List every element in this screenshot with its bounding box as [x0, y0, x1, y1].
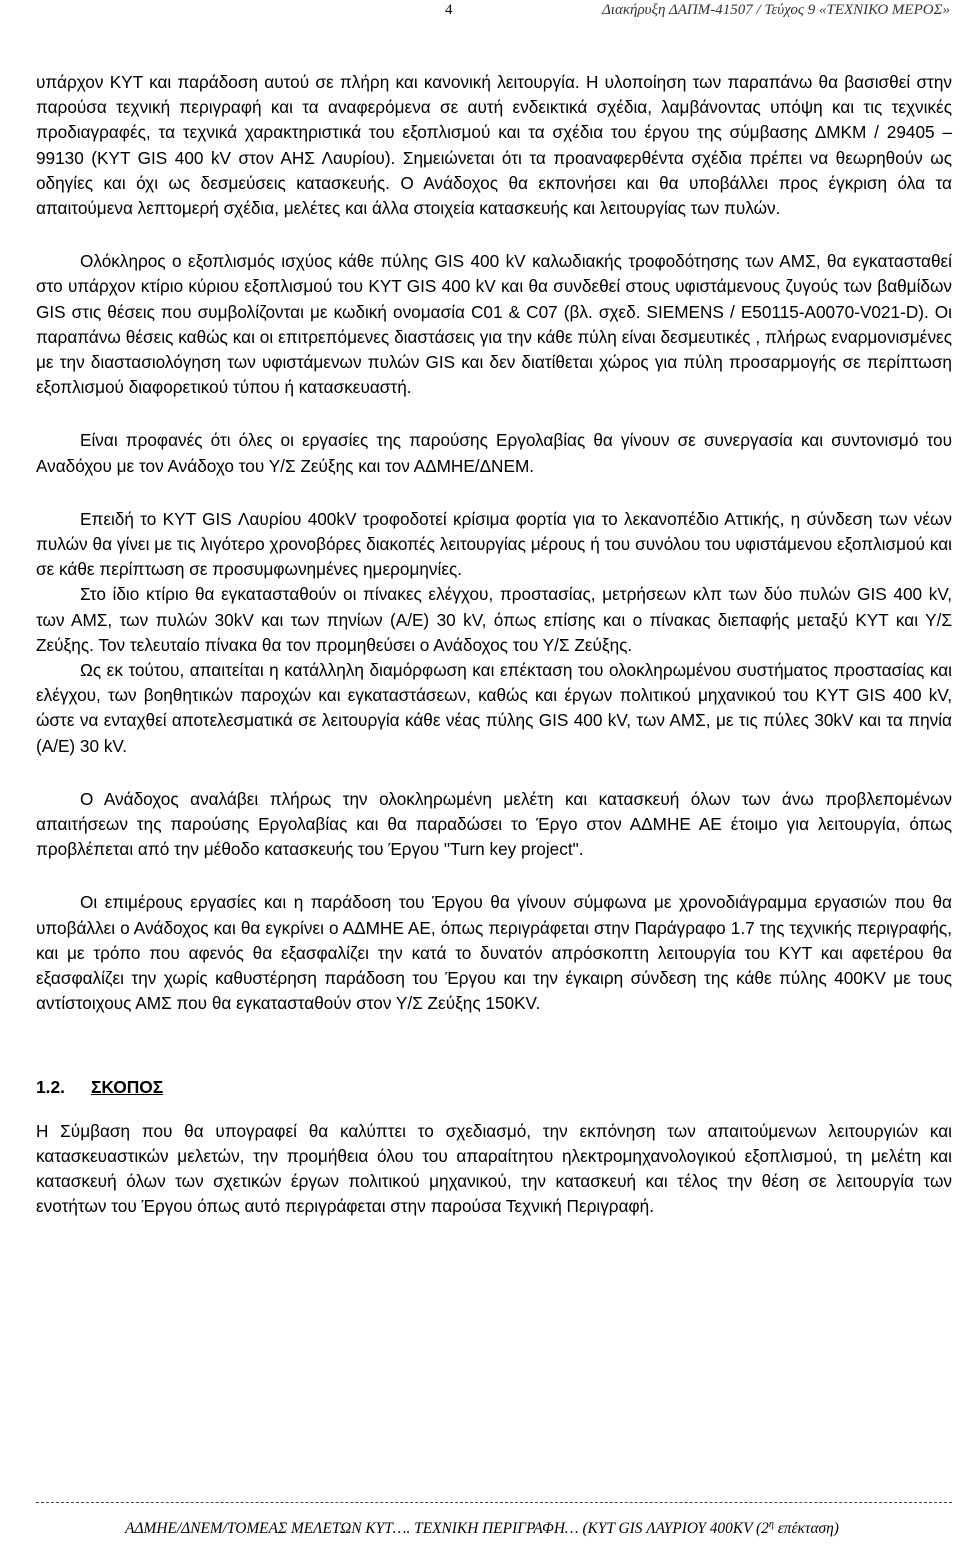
document-header-title: Διακήρυξη ΔΑΠΜ-41507 / Τεύχος 9 «ΤΕΧΝΙΚΟ ΜΕΡΟΣ»: [601, 2, 950, 18]
section-title: ΣΚΟΠΟΣ: [91, 1076, 164, 1097]
footer-superscript: η: [768, 1519, 774, 1530]
page-header: [0, 2, 950, 24]
paragraph-intro: υπάρχον ΚΥΤ και παράδοση αυτού σε πλήρη και κανονική λειτουργία. Η υλοποίηση των παραπάνω θα βασισθεί στην παρούσα τεχνική περιγραφή και τα αναφερόμενα σε αυτή ενδεικτικά σχέδια, λαμβάνοντας υπόψη και τις τεχνικές προδιαγραφές, τα τεχνικά χαρακτηριστικά του εξοπλισμού και τα σχέδια του έργου της σύμβασης ΔΜΚΜ / 29405 – 99130 (ΚΥΤ GIS 400 kV στον ΑΗΣ Λαυρίου). Σημειώνεται ότι τα προαναφερθέντα σχέδια πρέπει να θεωρηθούν ως οδηγίες και όχι ως δεσμεύσεις κατασκευής. Ο Ανάδοχος θα εκπονήσει και θα υποβάλλει προς έγκριση όλα τα απαιτούμενα λεπτομερή σχέδια, μελέτες και άλλα στοιχεία κατασκευής και λειτουργίας των πυλών.: [36, 72, 952, 219]
footer-text-main: ΑΔΜΗΕ/ΔΝΕΜ/ΤΟΜΕΑΣ ΜΕΛΕΤΩΝ ΚΥΤ…. ΤΕΧΝΙΚΗ ΠΕΡΙΓΡΑΦΗ… (ΚΥΤ GIS ΛΑΥΡΙΟΥ 400KV (2: [125, 1520, 769, 1538]
footer-text-end: επέκταση): [773, 1520, 839, 1538]
page-number: 4: [445, 2, 453, 18]
page-footer: [12, 1519, 952, 1538]
section-heading: [36, 1075, 952, 1100]
paragraph-gis-equipment: Ολόκληρος ο εξοπλισμός ισχύος κάθε πύλης GIS 400 kV καλωδιακής τροφοδότησης των ΑΜΣ, θα εγκατασταθεί στο υπάρχον κτίριο κύριου εξοπλισμού του ΚΥΤ GIS 400 kV και θα συνδεθεί στους υφιστάμενους ζυγούς των βαθμίδων GIS στις θέσεις που συμβολίζονται με κωδική ονομασία C01 & C07 (βλ. σχεδ. SIEMENS / E50115-A0070-V021-D). Οι παραπάνω θέσεις καθώς και οι επιτρεπόμενες διαστάσεις για την κάθε πύλη είναι δεσμευτικές , πλήρως εναρμονισμένες με την διαστασιολόγηση των υφιστάμενων πυλών GIS και δεν διατίθεται χώρος για πύλη προσαρμογής σε περίπτωση εξοπλισμού διαφορετικού τύπου ή κατασκευαστή.: [36, 251, 952, 398]
paragraph-schedule: Οι επιμέρους εργασίες και η παράδοση του Έργου θα γίνουν σύμφωνα με χρονοδιάγραμμα εργασιών που θα υποβάλλει ο Ανάδοχος και θα εγκρίνει ο ΑΔΜΗΕ ΑΕ, όπως περιγράφεται στην Παράγραφο 1.7 της τεχνικής περιγραφής, και με τρόπο που αφενός θα εξασφαλίζει την κατά το δυνατόν απρόσκοπτη λειτουργία του ΚΥΤ και αφετέρου θα εξασφαλίζει την χωρίς καθυστέρηση παράδοση του Έργου και την έγκαιρη σύνδεση της κάθε πύλης 400KV με τους αντίστοιχους ΑΜΣ που θα εγκατασταθούν στον Υ/Σ Ζεύξης 150KV.: [36, 892, 952, 1014]
paragraph-turnkey: Ο Ανάδοχος αναλάβει πλήρως την ολοκληρωμένη μελέτη και κατασκευή όλων των άνω προβλεπομένων απαιτήσεων της παρούσης Εργολαβίας και θα παραδώσει το Έργο στον ΑΔΜΗΕ ΑΕ έτοιμο για λειτουργία, όπως προβλέπεται από την μέθοδο κατασκευής του Έργου "Turn key project".: [36, 788, 952, 860]
footer-divider: [36, 1502, 952, 1503]
section-number: 1.2.: [36, 1076, 66, 1097]
section-paragraph: Η Σύμβαση που θα υπογραφεί θα καλύπτει το σχεδιασμό, την εκπόνηση των απαιτούμενων λειτουργιών και κατασκευαστικών μελετών, την προμήθεια όλου του απαραίτητου ηλεκτρομηχανολογικού εξοπλισμού, τη μελέτη και κατασκευή όλων των σχετικών έργων πολιτικού μηχανικού, την κατασκευή και τέλος την θέση σε λειτουργία των ενοτήτων του Έργου όπως αυτό περιγράφεται στην παρούσα Τεχνική Περιγραφή.: [36, 1120, 952, 1217]
paragraph-control-panels: Στο ίδιο κτίριο θα εγκατασταθούν οι πίνακες ελέγχου, προστασίας, μετρήσεων κλπ των δύο πυλών GIS 400 kV, των ΑΜΣ, των πυλών 30kV και των πηνίων (Α/Ε) 30 kV, όπως επίσης και ο πίνακας διεπαφής μεταξύ ΚΥΤ και Υ/Σ Ζεύξης. Τον τελευταίο πίνακα θα τον προμηθεύσει ο Ανάδοχος του Υ/Σ Ζεύξης.: [36, 584, 952, 655]
paragraph-lavrio-supply: Επειδή το ΚΥΤ GIS Λαυρίου 400kV τροφοδοτεί κρίσιμα φορτία για το λεκανοπέδιο Αττικής, η σύνδεση των νέων πυλών θα γίνει με τις λιγότερο χρονοβόρες διακοπές λειτουργίας μέρους ή του συνόλου του υφιστάμενου εξοπλισμού και σε κάθε περίπτωση σε προσυμφωνημένες ημερομηνίες.: [36, 508, 952, 580]
paragraph-cooperation: Είναι προφανές ότι όλες οι εργασίες της παρούσης Εργολαβίας θα γίνουν σε συνεργασία και συντονισμό του Αναδόχου με τον Ανάδοχο του Υ/Σ Ζεύξης και τον ΑΔΜΗΕ/ΔΝΕΜ.: [36, 430, 952, 476]
paragraph-protection-system: Ως εκ τούτου, απαιτείται η κατάλληλη διαμόρφωση και επέκταση του ολοκληρωμένου συστήματος προστασίας και ελέγχου, των βοηθητικών παροχών και εγκαταστάσεων, καθώς και έργων πολιτικού μηχανικού του ΚΥΤ GIS 400 kV, ώστε να ενταχθεί αποτελεσματικά σε λειτουργία κάθε νέας πύλης GIS 400 kV, των ΑΜΣ, με τις πύλες 30kV και τα πηνία (Α/Ε) 30 kV.: [36, 660, 952, 756]
document-body: [36, 70, 952, 1219]
